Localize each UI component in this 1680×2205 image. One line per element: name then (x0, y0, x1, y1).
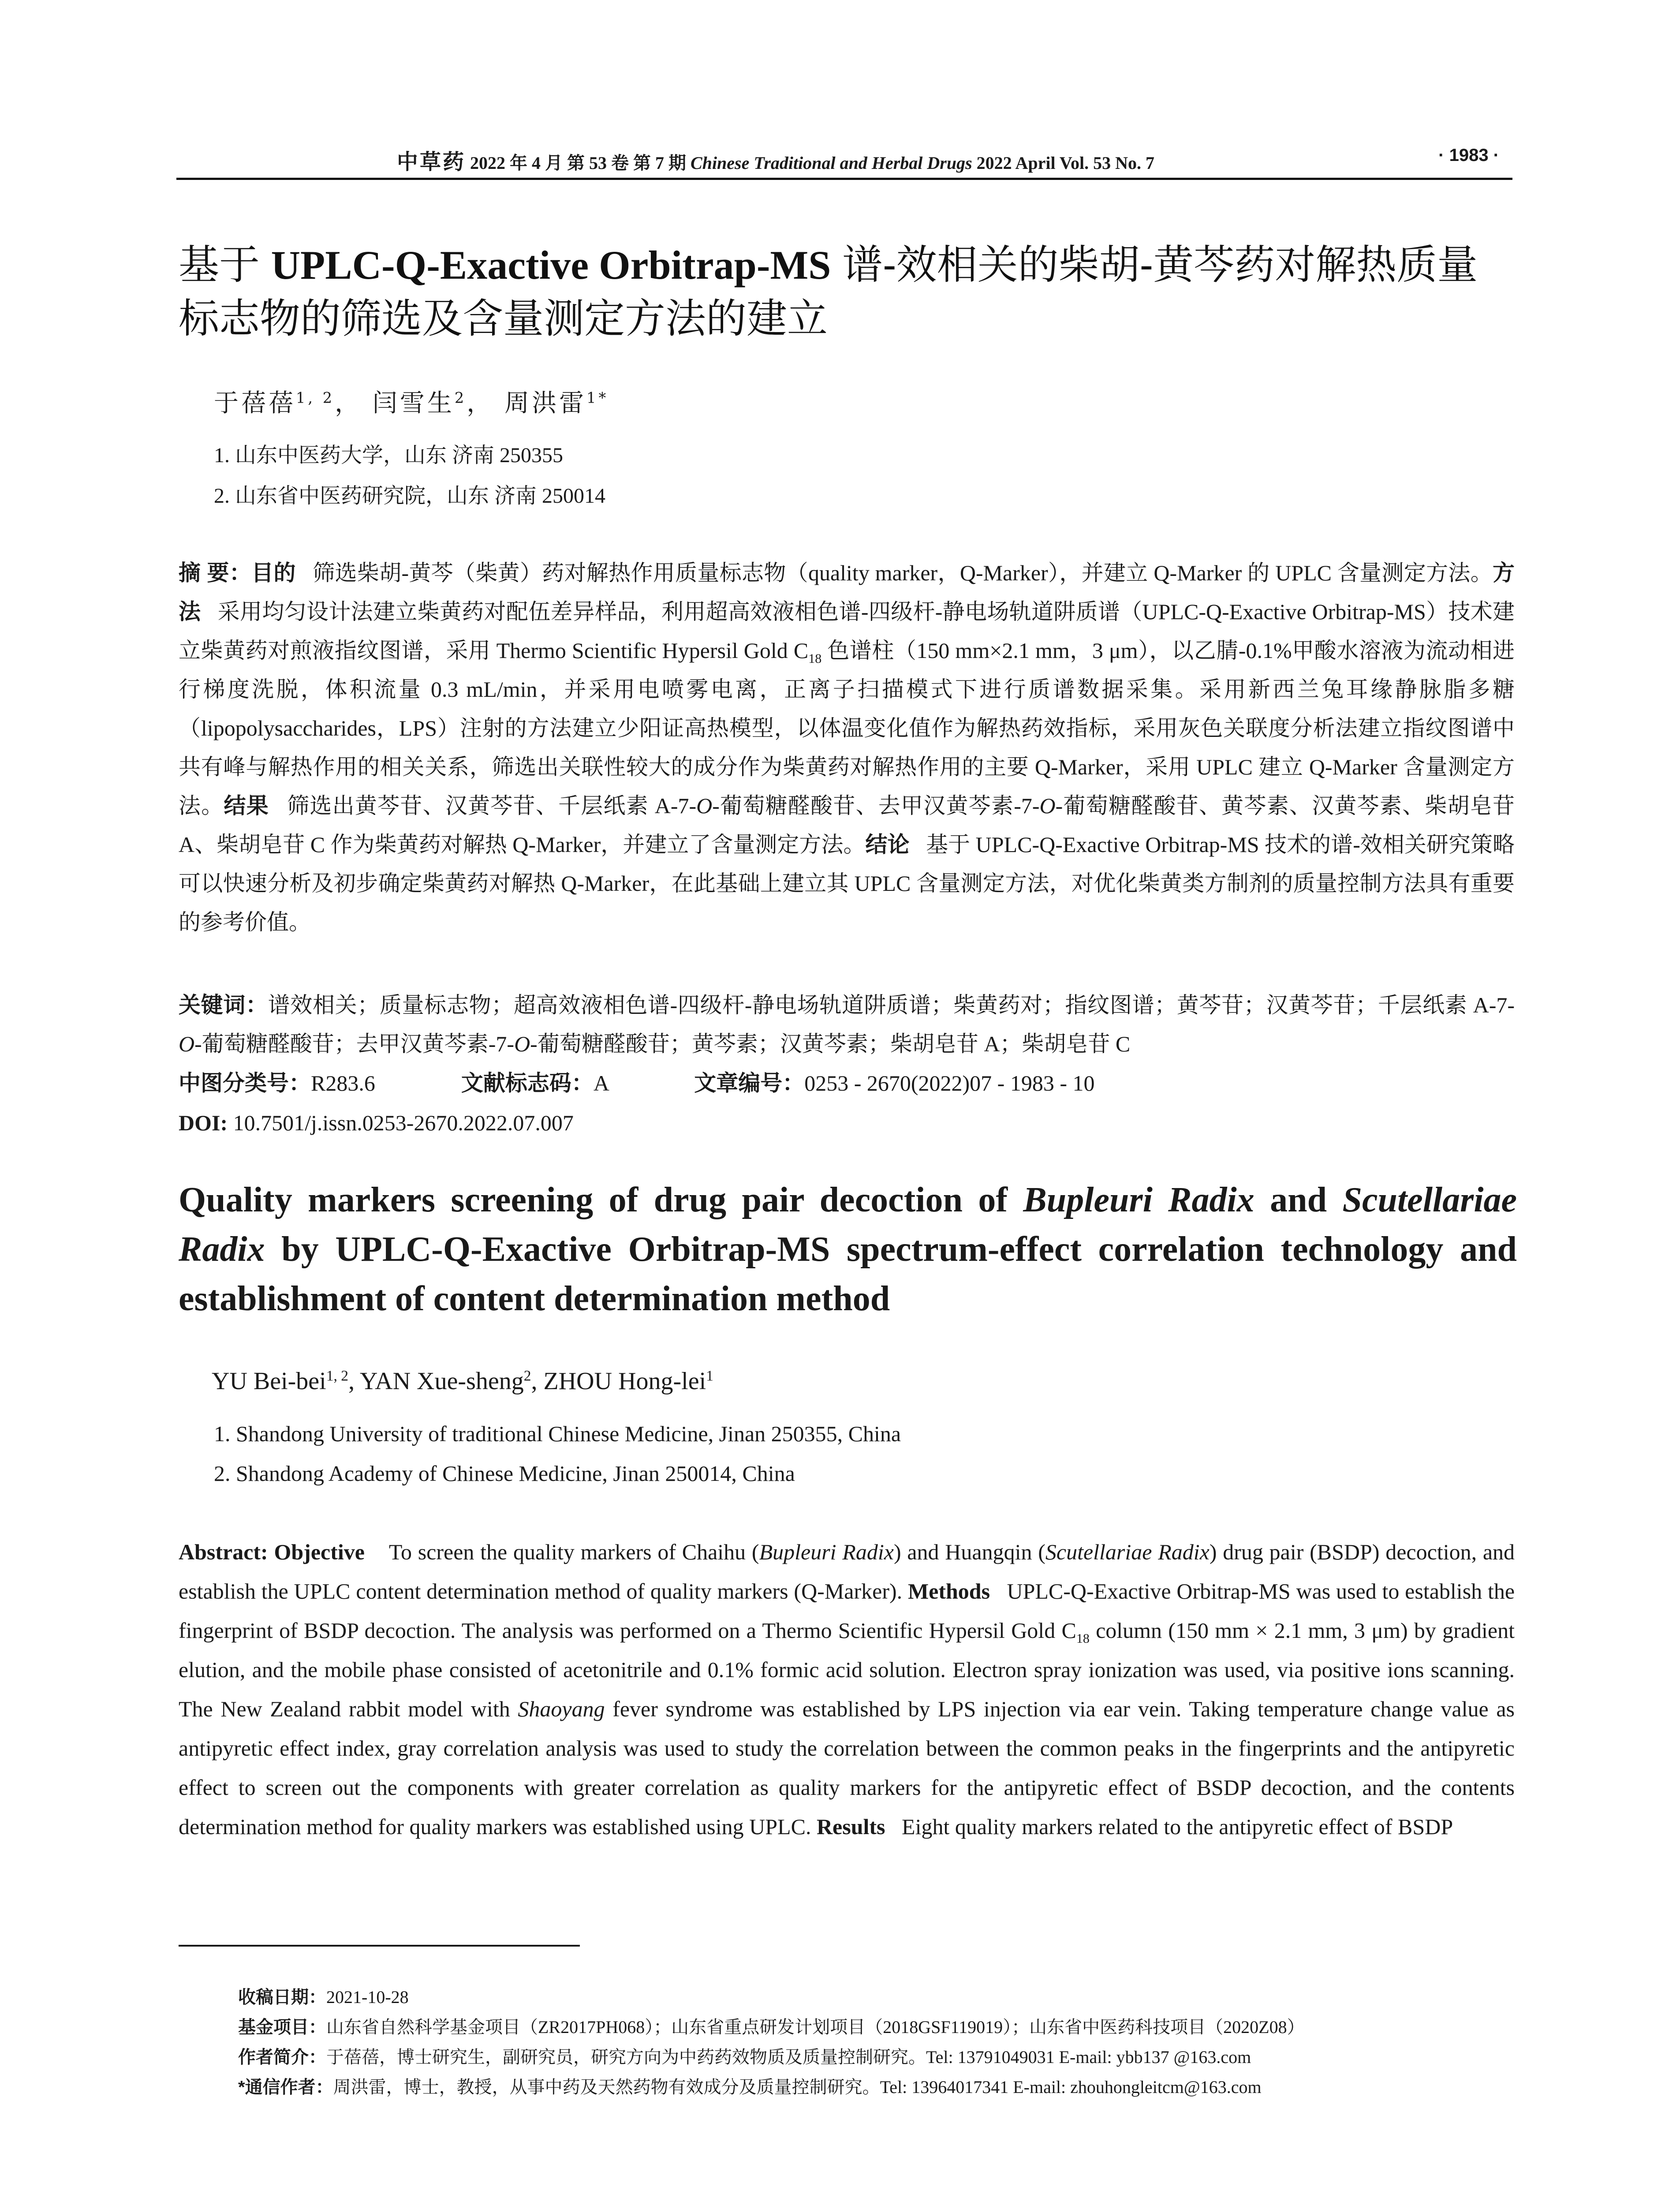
title-cn-line2: 标志物的筛选及含量测定方法的建立 (179, 296, 828, 341)
footnote-author-bio: 作者简介：于蓓蓓，博士研究生，副研究员，研究方向为中药药效物质及质量控制研究。Tel: 13791049031 E-mail: ybb137 @163.com (238, 2047, 1251, 2067)
journal-name-en: Chinese Traditional and Herbal Drugs (691, 153, 972, 173)
header-citation (397, 145, 1154, 175)
author-name: 周洪雷 (504, 389, 587, 418)
doi-link[interactable]: 10.7501/j.issn.0253-2670.2022.07.007 (233, 1110, 574, 1135)
abstract-cn: 摘 要：目的 筛选柴胡-黄芩（柴黄）药对解热作用质量标志物（quality marker，Q-Marker），并建立 Q-Marker 的 UPLC 含量测定方法。方法 采用均匀设计法建立柴黄药对配伍差异样品，利用超高效液相色谱-四级杆-静电场轨道阱质谱（UPLC-Q-Exactive Orbitrap-MS）技术建立柴黄药对煎液指纹图谱，采用 Thermo Scientific Hypersil Gold $C_{18}$ 色谱柱（150 mm×2.1 mm，3 μm），以乙腈-0.1%甲酸水溶液为流动相进行梯度洗脱，体积流量 0.3 mL/min，并采用电喷雾电离，正离子扫描模式下进行质谱数据采集。采用新西兰兔耳缘静脉脂多糖（lipopolysaccharides，LPS）注射的方法建立少阳证高热模型，以体温变化值作为解热药效指标，采用灰色关联度分析法建立指纹图谱中共有峰与解热作用的相关关系，筛选出关联性较大的成分作为柴黄药对解热作用的主要 Q-Marker，采用 UPLC 建立 Q-Marker 含量测定方法。结果 筛选出黄芩苷、汉黄芩苷、千层纸素 A-7-O-葡萄糖醛酸苷、去甲汉黄芩素-7-O-葡萄糖醛酸苷、黄芩素、汉黄芩素、柴胡皂苷 A、柴胡皂苷 C 作为柴黄药对解热 Q-Marker，并建立了含量测定方法。结论 基于 UPLC-Q-Exactive Orbitrap-MS 技术的谱-效相关研究策略可以快速分析及初步确定柴黄药对解热 Q-Marker，在此基础上建立其 UPLC 含量测定方法，对优化柴黄类方制剂的质量控制方法具有重要的参考价值。 (179, 561, 1515, 934)
footnotes (238, 1982, 1517, 2102)
doi-line: DOI: 10.7501/j.issn.0253-2670.2022.07.007 (179, 1110, 574, 1135)
footnote-rule (179, 1945, 580, 1947)
issue-cn: 2022 年 4 月 第 53 卷 第 7 期 (470, 153, 687, 173)
author-name-en: YU Bei-bei (212, 1368, 326, 1395)
affiliation-cn-1: 1. 山东中医药大学，山东 济南 250355 (214, 444, 564, 467)
footnote-funding: 基金项目：山东省自然科学基金项目（ZR2017PH068）；山东省重点研发计划项目（2018GSF119019）；山东省中医药科技项目（2020Z08） (238, 2017, 1305, 2037)
abstract-en-label: Abstract: (179, 1540, 268, 1564)
title-cn (179, 238, 1528, 346)
running-header (176, 140, 1512, 180)
authors-en: YU Bei-bei$^{1, 2}$, YAN Xue-sheng$^2$, ZHOU Hong-lei$^1$ (212, 1368, 713, 1395)
affiliation-en-1: 1. Shandong University of traditional Chinese Medicine, Jinan 250355, China (214, 1421, 901, 1446)
author-name-en: ZHOU Hong-lei (543, 1368, 706, 1395)
affiliation-cn-2: 2. 山东省中医药研究院，山东 济南 250014 (214, 484, 606, 508)
document-code: A (593, 1071, 609, 1095)
authors-cn: 于蓓蓓$^{1, 2}$， 闫雪生$^2$， 周洪雷$^{1*}$ (214, 389, 609, 418)
journal-name-cn: 中草药 (397, 150, 466, 174)
clc-number: R283.6 (311, 1071, 375, 1095)
keywords: 关键词：谱效相关；质量标志物；超高效液相色谱-四级杆-静电场轨道阱质谱；柴黄药对；指纹图谱；黄芩苷；汉黄芩苷；千层纸素 A-7-O-葡萄糖醛酸苷；去甲汉黄芩素-7-O-葡萄糖醛酸苷；黄芩素；汉黄芩素；柴胡皂苷 A；柴胡皂苷 C (179, 993, 1515, 1056)
affiliation-en-2: 2. Shandong Academy of Chinese Medicine, Jinan 250014, China (214, 1461, 795, 1486)
article-number: 0253 - 2670(2022)07 - 1983 - 10 (804, 1071, 1095, 1095)
footnote-corresponding: *通信作者：周洪雷，博士，教授，从事中药及天然药物有效成分及质量控制研究。Tel: 13964017341 E-mail: zhouhongleitcm@163.com (238, 2077, 1262, 2097)
author-name-en: YAN Xue-sheng (360, 1368, 524, 1395)
keywords-label: 关键词： (179, 993, 268, 1017)
footnote-received: 收稿日期：2021-10-28 (238, 1987, 409, 2007)
issue-en: 2022 April Vol. 53 No. 7 (976, 153, 1155, 173)
page-number: · 1983 · (1438, 146, 1499, 165)
header-rule (176, 178, 1512, 180)
classification-line: 中图分类号：R283.6 文献标志码：A 文章编号：0253 - 2670(2022)07 - 1983 - 10 (179, 1071, 1095, 1095)
abstract-en: Abstract: Objective To screen the quality markers of Chaihu (Bupleuri Radix) and Huangqin (Scutellariae Radix) drug pair (BSDP) decoction, and establish the UPLC content determination method of quality markers (Q-Marker). Methods UPLC-Q-Exactive Orbitrap-MS was used to establish the fingerprint of BSDP decoction. The analysis was performed on a Thermo Scientific Hypersil Gold $C_{18}$ column (150 mm × 2.1 mm, 3 μm) by gradient elution, and the mobile phase consisted of acetonitrile and 0.1% formic acid solution. Electron spray ionization was used, via positive ions scanning. The New Zealand rabbit model with Shaoyang fever syndrome was established by LPS injection via ear vein. Taking temperature change value as antipyretic effect index, gray correlation analysis was used to study the correlation between the common peaks in the fingerprints and the antipyretic effect to screen out the components with greater correlation as quality markers for the antipyretic effect of BSDP decoction, and the contents determination method for quality markers was established using UPLC. Results Eight quality markers related to the antipyretic effect of BSDP (179, 1540, 1515, 1839)
title-en: Quality markers screening of drug pair decoction of Bupleuri Radix and Scutellariae Radix by UPLC-Q-Exactive Orbitrap-MS spectrum-effect correlation technology and establishment of content determination method (179, 1181, 1517, 1318)
title-cn-line1: 基于 UPLC-Q-Exactive Orbitrap-MS 谱-效相关的柴胡-黄芩药对解热质量 (179, 243, 1478, 288)
author-name: 于蓓蓓 (214, 389, 296, 418)
author-name: 闫雪生 (372, 389, 455, 418)
abstract-cn-label: 摘 要： (179, 561, 252, 585)
